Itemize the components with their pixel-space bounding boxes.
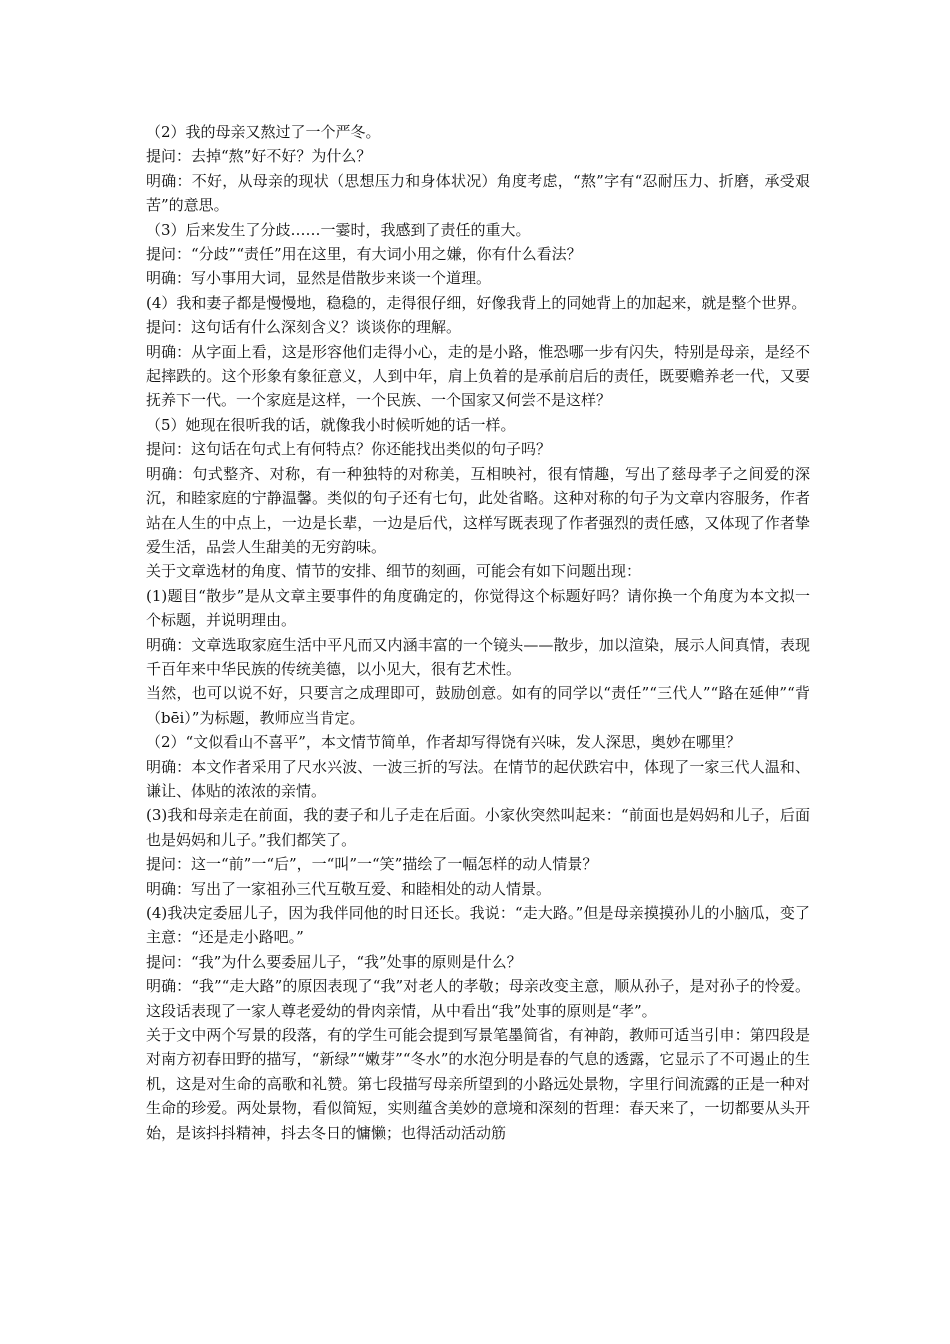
paragraph: (4)我决定委屈儿子，因为我伴同他的时日还长。我说：“走大路。”但是母亲摸摸孙儿的小脑瓜，变了主意：“还是走小路吧。” <box>146 904 810 947</box>
paragraph: 提问：这句话在句式上有何特点？你还能找出类似的句子吗？ <box>146 440 552 459</box>
paragraph: 提问：这句话有什么深刻含义？谈谈你的理解。 <box>146 318 462 337</box>
paragraph: 提问：“分歧”“责任”用在这里，有大词小用之嫌，你有什么看法？ <box>146 245 582 264</box>
paragraph: （3）后来发生了分歧……一霎时，我感到了责任的重大。 <box>146 220 531 239</box>
paragraph: 提问：这一“前”一“后”，一“叫”一“笑”描绘了一幅怎样的动人情景？ <box>146 855 598 874</box>
paragraph: 当然，也可以说不好，只要言之成理即可，鼓励创意。如有的同学以“责任”“三代人”“路在延伸”“背（bēi）”为标题，教师应当肯定。 <box>146 684 810 727</box>
paragraph: 明确：“我”“走大路”的原因表现了“我”对老人的孝敬；母亲改变主意，顺从孙子，是对孙子的怜爱。这段话表现了一家人尊老爱幼的骨肉亲情，从中看出“我”处事的原则是“孝”。 <box>146 977 810 1020</box>
paragraph: (4）我和妻子都是慢慢地，稳稳的，走得很仔细，好像我背上的同她背上的加起来，就是整个世界。 <box>146 293 807 312</box>
paragraph: 关于文章选材的角度、情节的安排、细节的刻画，可能会有如下问题出现： <box>146 562 642 581</box>
paragraph: 明确：句式整齐、对称，有一种独特的对称美，互相映衬，很有情趣，写出了慈母孝子之间爱的深沉，和睦家庭的宁静温馨。类似的句子还有七句，此处省略。这种对称的句子为文章内容服务，作者站在人生的中点上，一边是长辈，一边是后代，这样写既表现了作者强烈的责任感，又体现了作者挚爱生活，品尝人生甜美的无穷韵味。 <box>146 464 810 556</box>
paragraph: 提问：“我”为什么要委屈儿子，“我”处事的原则是什么？ <box>146 952 522 971</box>
paragraph: 提问：去掉“熬”好不好？为什么？ <box>146 147 372 166</box>
paragraph: （2）“文似看山不喜平”，本文情节简单，作者却写得饶有兴味，发人深思，奥妙在哪里？ <box>146 733 741 752</box>
paragraph: 明确：本文作者采用了尺水兴波、一波三折的写法。在情节的起伏跌宕中，体现了一家三代人温和、谦让、体贴的浓浓的亲情。 <box>146 757 810 800</box>
paragraph: 明确：从字面上看，这是形容他们走得小心，走的是小路，惟恐哪一步有闪失，特别是母亲，是经不起摔跌的。这个形象有象征意义，人到中年，肩上负着的是承前启后的责任，既要赡养老一代，又要抚养下一代。一个家庭是这样，一个民族、一个国家又何尝不是这样？ <box>146 342 810 410</box>
paragraph: 明确：不好，从母亲的现状（思想压力和身体状况）角度考虑，“熬”字有“忍耐压力、折磨，承受艰苦”的意思。 <box>146 171 810 215</box>
paragraph: 明确：写出了一家祖孙三代互敬互爱、和睦相处的动人情景。 <box>146 879 552 898</box>
paragraph: 关于文中两个写景的段落，有的学生可能会提到写景笔墨简省，有神韵，教师可适当引申：第四段是对南方初春田野的描写，“新绿”“嫩芽”“冬水”的水泡分明是春的气息的透露，它显示了不可遏止的生机，这是对生命的高歌和礼赞。第七段描写母亲所望到的小路远处景物，字里行间流露的正是一种对生命的珍爱。两处景物，看似简短，实则蕴含美妙的意境和深刻的哲理：春天来了，一切都要从头开始，是该抖抖精神，抖去冬日的慵懒；也得活动活动筋 <box>146 1026 810 1142</box>
paragraph: (3)我和母亲走在前面，我的妻子和儿子走在后面。小家伙突然叫起来：“前面也是妈妈和儿子，后面也是妈妈和儿子。”我们都笑了。 <box>146 806 810 849</box>
paragraph: 明确：写小事用大词，显然是借散步来谈一个道理。 <box>146 269 492 288</box>
paragraph: 明确：文章选取家庭生活中平凡而又内涵丰富的一个镜头——散步，加以渲染，展示人间真情，表现千百年来中华民族的传统美德，以小见大，很有艺术性。 <box>146 635 810 678</box>
document-body <box>146 120 810 1145</box>
paragraph: （2）我的母亲又熬过了一个严冬。 <box>146 123 381 141</box>
paragraph: （5）她现在很听我的话，就像我小时候听她的话一样。 <box>146 415 516 434</box>
paragraph: (1)题目“散步”是从文章主要事件的角度确定的，你觉得这个标题好吗？请你换一个角度为本文拟一个标题，并说明理由。 <box>146 586 810 630</box>
